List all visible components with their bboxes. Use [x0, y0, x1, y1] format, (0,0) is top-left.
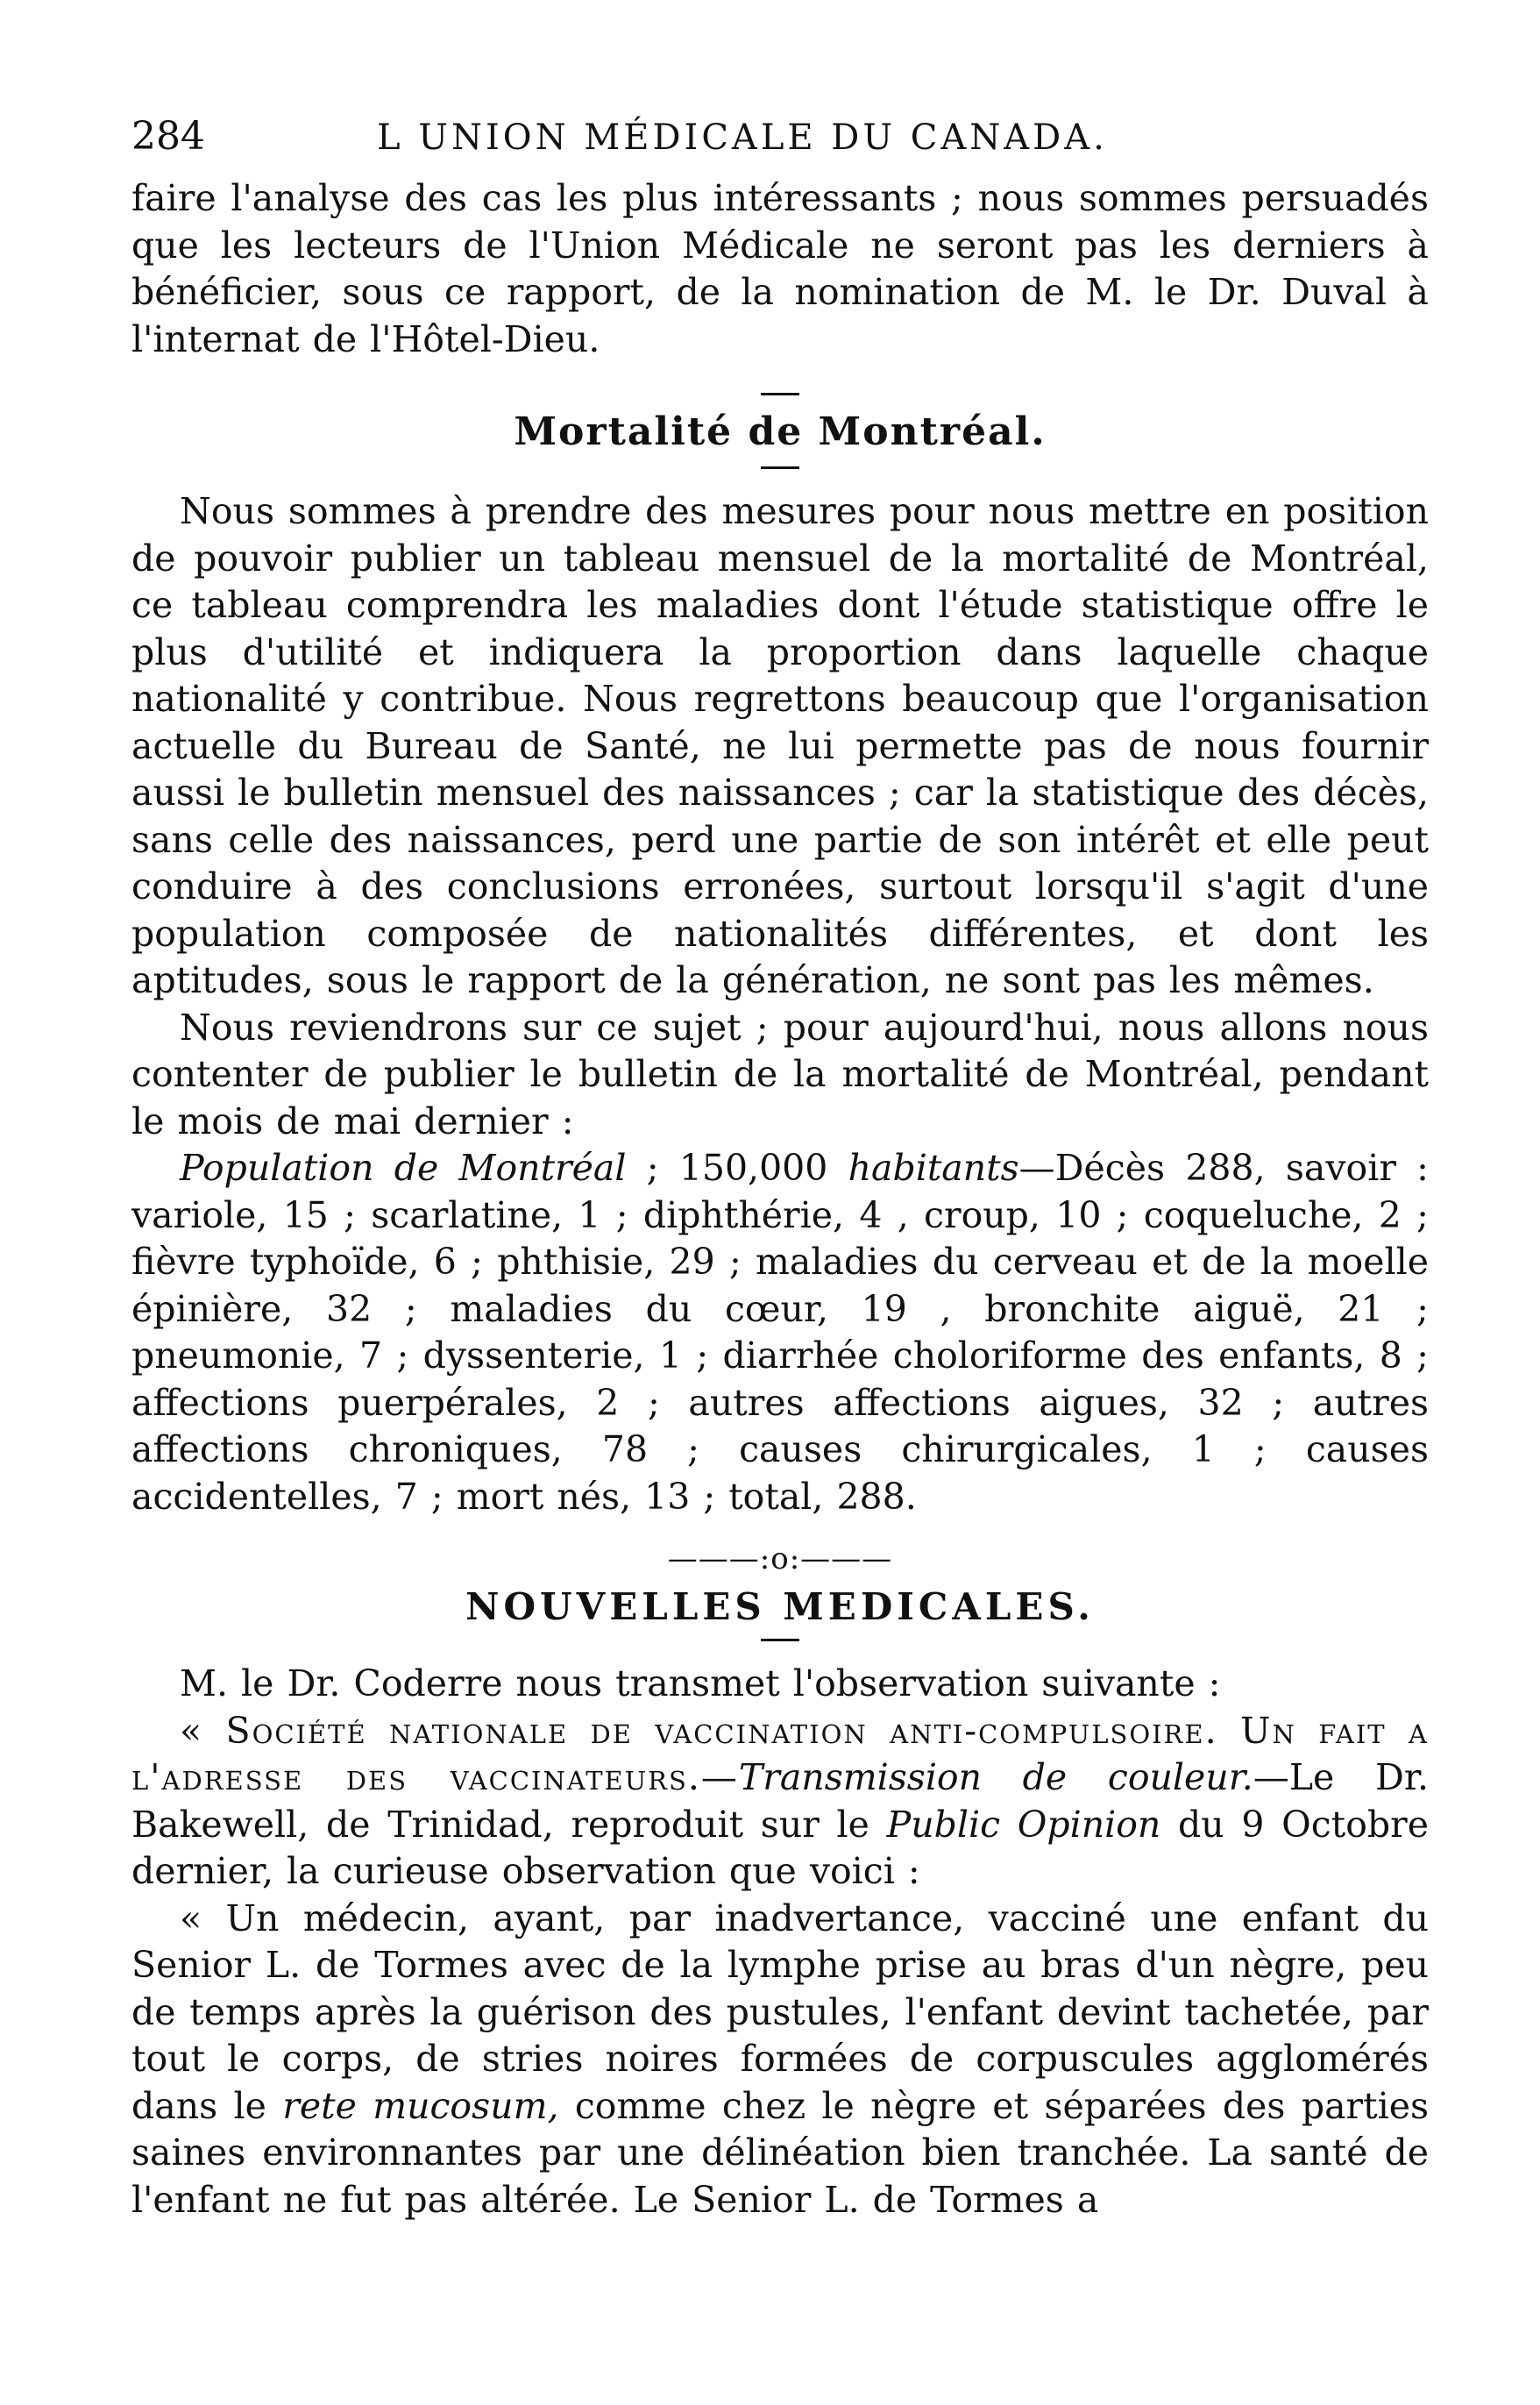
- running-head: [131, 114, 1429, 175]
- page: [131, 114, 1429, 2224]
- mortalite-paragraph-1: Nous sommes à prendre des mesures pour nous mettre en position de pouvoir publier un tableau mensuel de la mortalité de Montréal, ce tableau comprendra les maladies dont l'étude statistique offre le plus d'utilité et indiquera la proportion dans laquelle chaque nationalité y contribue. Nous regrettons beaucoup que l'organisation actuelle du Bureau de Santé, ne lui permette pas de nous fournir aussi le bulletin mensuel des naissances ; car la statistique des décès, sans celle des naissances, perd une partie de son intérêt et elle peut conduire à des conclusions erronées, surtout lorsqu'il s'agit d'une population composée de nationalités différentes, et dont les aptitudes, sous le rapport de la génération, ne sont pas les mêmes.: [131, 490, 1429, 1001]
- quote-italic-title: Transmission de couleur.: [738, 1756, 1253, 1798]
- journal-title: L UNION MÉDICALE DU CANADA.: [377, 117, 1108, 158]
- quote-italic-public-opinion: Public Opinion: [886, 1803, 1161, 1846]
- nouvelles-paragraph-3: [131, 1896, 1429, 2224]
- stats-italic-population: Population de Montréal: [180, 1147, 627, 1189]
- intro-paragraph: faire l'analyse des cas les plus intéressants ; nous sommes persuadés que les lecteurs de l'Union Médicale ne seront pas les derniers à bénéficier, sous ce rapport, de la nomination de M. le Dr. Duval à l'internat de l'Hôtel-Dieu.: [131, 177, 1429, 360]
- paragraph-3-text-a: « Un médecin, ayant, par inadvertance, vacciné une enfant du Senior L. de Tormes avec de la lymphe prise au bras d'un nègre, peu de temps après la guérison des pustules, l'enfant devint tachetée, par tout le corps, de stries noires formées de corpuscules agglomérés dans le: [131, 1896, 1429, 2127]
- stats-population-count: ; 150,000: [626, 1147, 848, 1189]
- section-title-nouvelles: NOUVELLES MEDICALES.: [465, 1585, 1095, 1628]
- quote-text-2: du 9 Octobre dernier, la curieuse observation que voici :: [131, 1803, 1430, 1892]
- stats-breakdown: —Décès 288, savoir : variole, 15 ; scarlatine, 1 ; diphthérie, 4 , croup, 10 ; coqueluche, 2 ; fièvre typhoïde, 6 ; phthisie, 29 ; maladies du cerveau et de la moelle épinière, 32 ; maladies du cœur, 19 , bronchite aiguë, 21 ; pneumonie, 7 ; dyssenterie, 1 ; diarrhée choloriforme des enfants, 8 ; affections puerpérales, 2 ; autres affections aigues, 32 ; autres affections chroniques, 78 ; causes chirurgicales, 1 ; causes accidentelles, 7 ; mort nés, 13 ; total, 288.: [131, 1147, 1429, 1518]
- separator-ornament: ———:o:———: [667, 1541, 893, 1576]
- paragraph-3-text-b: comme chez le nègre et séparées des parties saines environnantes par une délinéation bien tranchée. La santé de l'enfant ne fut pas altérée. Le Senior L. de Tormes a: [131, 2084, 1429, 2221]
- quote-small-caps: « Société nationale de vaccination anti-compulsoire. Un fait a l'adresse des vaccinateurs.—: [131, 1709, 1429, 1798]
- rule-top: [761, 393, 799, 395]
- quote-text-1: —Le Dr. Bakewell, de Trinidad, reproduit sur le: [131, 1756, 1429, 1846]
- nouvelles-quote-paragraph: [131, 1708, 1429, 1896]
- mortality-statistics: [131, 1145, 1429, 1520]
- paragraph-3-italic-rete: rete mucosum,: [282, 2084, 559, 2127]
- stats-italic-habitants: habitants: [848, 1147, 1019, 1189]
- section-title-mortalite: Mortalité de Montréal.: [514, 409, 1047, 454]
- mortalite-paragraph-2: Nous reviendrons sur ce sujet ; pour aujourd'hui, nous allons nous contenter de publier le bulletin de la mortalité de Montréal, pendant le mois de mai dernier :: [131, 1006, 1429, 1142]
- nouvelles-paragraph-1: M. le Dr. Coderre nous transmet l'observation suivante :: [180, 1662, 1221, 1704]
- page-number: 284: [131, 114, 205, 159]
